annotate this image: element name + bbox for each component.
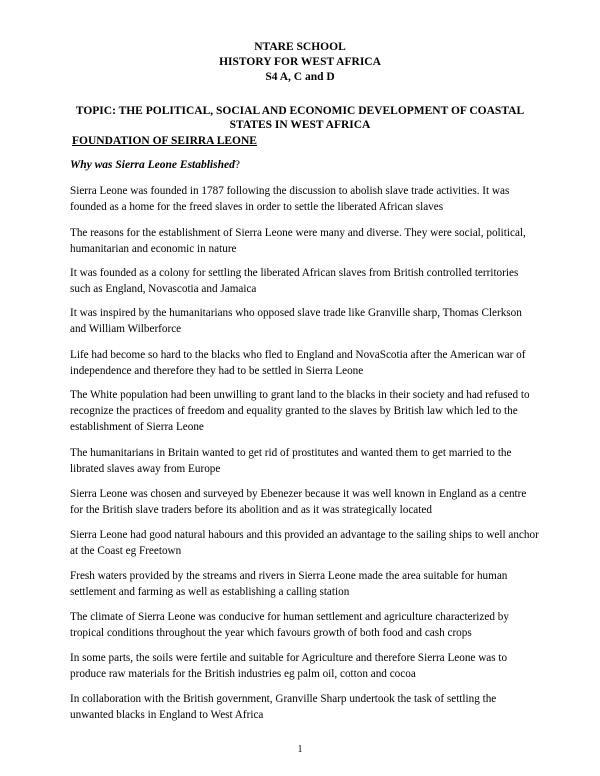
class-list: S4 A, C and D xyxy=(265,71,335,83)
paragraph: Life had become so hard to the blacks who fled to England and NovaScotia after the American war of independence and therefore they had to be settled in Sierra Leone xyxy=(70,349,526,377)
question-mark: ? xyxy=(234,159,240,171)
question-text: Why was Sierra Leone Established xyxy=(70,159,235,171)
paragraph: It was founded as a colony for settling the liberated African slaves from British controlled territories such as England, Novascotia and Jamaica xyxy=(70,267,519,295)
section-title: FOUNDATION OF SEIRRA LEONE xyxy=(72,135,257,147)
school-name: NTARE SCHOOL xyxy=(254,41,346,53)
paragraph: Fresh waters provided by the streams and rivers in Sierra Leone made the area suitable for human settlement and farming as well as establishing a calling station xyxy=(70,570,508,598)
subject-title: HISTORY FOR WEST AFRICA xyxy=(219,56,381,68)
page-number: 1 xyxy=(297,744,303,755)
paragraph: It was inspired by the humanitarians who opposed slave trade like Granville sharp, Thomas Clerkson and William Wilberforce xyxy=(70,307,522,335)
paragraph: The humanitarians in Britain wanted to get rid of prostitutes and wanted them to get married to the librated slaves away from Europe xyxy=(70,447,512,475)
paragraph: In collaboration with the British government, Granville Sharp undertook the task of settling the unwanted blacks in England to West Africa xyxy=(70,693,497,721)
paragraph: The White population had been unwilling to grant land to the blacks in their society and had refused to recognize the practices of freedom and equality granted to the slaves by British law which led to the establishment of Sierra Leone xyxy=(70,389,530,433)
topic-heading: TOPIC: THE POLITICAL, SOCIAL AND ECONOMIC DEVELOPMENT OF COASTAL STATES IN WEST AFRICA xyxy=(75,105,525,131)
paragraph: Sierra Leone had good natural habours and this provided an advantage to the sailing ships to well anchor at the Coast eg Freetown xyxy=(70,529,539,557)
paragraph: Sierra Leone was chosen and surveyed by Ebenezer because it was well known in England as a centre for the British slave traders before its abolition and as it was strategically located xyxy=(70,488,527,516)
paragraph: Sierra Leone was founded in 1787 following the discussion to abolish slave trade activities. It was founded as a home for the freed slaves in order to settle the liberated African slaves xyxy=(70,185,510,213)
paragraph: The climate of Sierra Leone was conducive for human settlement and agriculture characterized by tropical conditions throughout the year which favours growth of both food and cash crops xyxy=(70,611,509,639)
paragraph: The reasons for the establishment of Sierra Leone were many and diverse. They were social, political, humanitarian and economic in nature xyxy=(70,227,526,255)
paragraph: In some parts, the soils were fertile and suitable for Agriculture and therefore Sierra Leone was to produce raw materials for the British industries eg palm oil, cotton and cocoa xyxy=(70,652,508,680)
question-heading xyxy=(70,158,240,172)
